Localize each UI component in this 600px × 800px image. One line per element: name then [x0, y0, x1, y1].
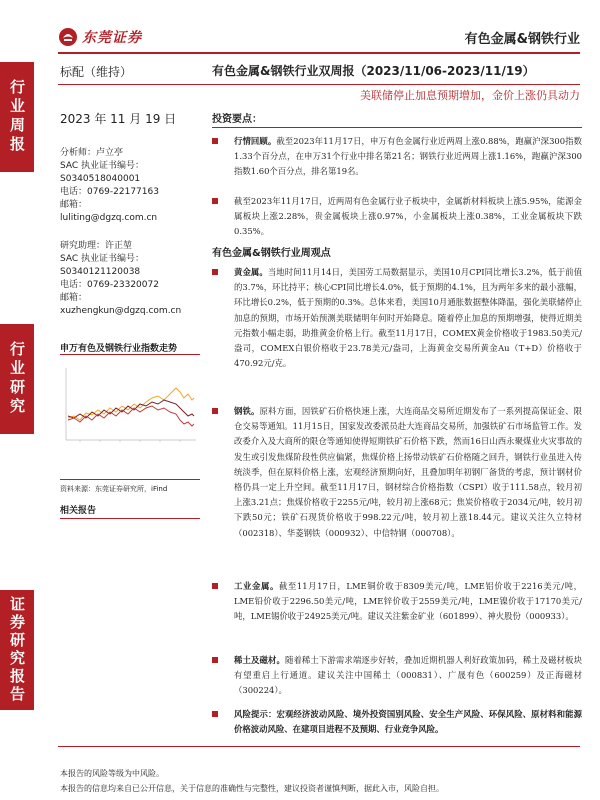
para-body: 随着稀土下游需求端逐步好转，叠加近期机器人利好政策加码，稀土及磁材板块有望重启上行通道。建议关注中国稀土（000831）、广晟有色（600259）及正海磁材（300224）。 — [234, 655, 583, 696]
side-band-weekly-text: 行业周报 — [8, 79, 26, 155]
industry-category: 有色金属&钢铁行业 — [464, 32, 580, 47]
analyst-sac: S0340518040001 — [60, 174, 141, 184]
side-band-research-text: 行业研究 — [8, 341, 26, 417]
assistant-name: 研究助理：许正堃 — [60, 241, 133, 251]
index-trend-chart — [60, 358, 200, 458]
assistant-sac-label: SAC 执业证书编号： — [60, 254, 145, 264]
company-logo — [58, 25, 178, 49]
bullet-icon — [212, 711, 218, 717]
assistant-sac: S0340121120038 — [60, 267, 141, 277]
para-lead: 钢铁。 — [234, 406, 260, 416]
para-body: 宏观经济波动风险、境外投资国别风险、安全生产风险、环保风险、原材料和能源价格波动风险、在建项目进程不及预期、行业竞争风险。 — [234, 709, 582, 735]
side-band-report-text: 证券研究报告 — [8, 596, 26, 704]
para-rare-earth — [212, 653, 582, 699]
bullet-icon — [212, 269, 218, 275]
investment-points-label: 投资要点： — [212, 114, 262, 125]
para-body: 原料方面，因铁矿石价格快速上涨，大连商品交易所近期发布了一系列提高保证金、限仓交易等通知。11月15日，国家发改委派员赴大连商品交易所，加强铁矿石市场监管工作。发改委介入及大商所的限仓等通知使得短期铁矿石价格下跌，然而16日山西永聚煤业火灾事故的发生或引发焦煤阶段性供应偏紧，焦煤价格上扬带动铁矿石价格随之回升，钢铁行业虽进入传统淡季，但在原料价格上涨，宏观经济预期向好，且叠加明年初钢厂备货的考虑，预计钢材价格仍具一定上升空间。截至11月17日，钢材综合价格指数（CSPI）收于111.58点，较月初上涨3.21点；焦煤价格收于2255元/吨，较月初上涨68元；焦炭价格收于2034元/吨，较月初下跌50元；铁矿石现货价格收于998.22元/吨，较月初上涨18.44元。建议关注久立特材（002318）、华菱钢铁（000932）、中信特钢（000708）。 — [234, 406, 583, 538]
side-band-weekly — [0, 62, 34, 172]
risk-level-note: 本报告的风险等级为中风险。 — [60, 769, 164, 778]
chart-series-steel — [68, 400, 194, 418]
points-divider — [212, 127, 582, 128]
analyst-name: 分析师：卢立亭 — [60, 148, 124, 158]
bullet-icon — [212, 138, 218, 144]
para-lead: 工业金属。 — [234, 581, 279, 591]
logo-mark-icon — [58, 27, 78, 47]
related-divider — [60, 518, 200, 519]
footer-divider — [58, 746, 580, 747]
side-band-report — [0, 590, 34, 710]
para-lead: 黄金属。 — [234, 267, 268, 277]
chart-source: 资料来源：东莞证券研究所，iFind — [60, 485, 168, 493]
para-body: 截至11月17日，LME铜价收于8309美元/吨，LME铝价收于2216美元/吨，LME铅价收于2296.50美元/吨，LME锌价收于2559美元/吨，LME镍价收于17170美元/吨，LME锡价收于24925美元/吨。建议关注紫金矿业（601899）、神火股份（000933）。 — [234, 581, 582, 622]
header-divider — [58, 52, 580, 54]
para-body: 截至2023年11月17日，近两周有色金属行业子板块中，金属新材料板块上涨5.95%，能源金属板块上涨2.28%，贵金属板块上涨0.97%，小金属板块上涨0.38%，工业金属板块下跌0.35%。 — [234, 196, 582, 237]
related-reports-label: 相关报告 — [60, 506, 97, 516]
assistant-email[interactable]: xuzhengkun@dgzq.com.cn — [60, 306, 182, 316]
rating: 标配（维持） — [60, 65, 133, 79]
info-source-note: 本报告的信息均来自已公开信息，关于信息的准确性与完整性，建议投资者谨慎判断，据此入市，风险自担。 — [60, 784, 444, 793]
assistant-info — [60, 240, 200, 318]
para-lead: 行情回顾。 — [234, 136, 277, 146]
report-subtitle: 美联储停止加息预期增加，金价上涨仍具动力 — [360, 89, 580, 102]
bullet-icon — [212, 408, 218, 414]
para-steel — [212, 404, 582, 541]
assistant-phone: 电话：0769-23320072 — [60, 280, 159, 290]
para-lead: 风险提示： — [234, 709, 277, 719]
weekly-views-label: 有色金属&钢铁行业周观点 — [212, 248, 331, 259]
assistant-email-label: 邮箱： — [60, 293, 88, 303]
chart-bottom-divider — [60, 479, 200, 480]
para-industrial-metals — [212, 579, 582, 625]
para-risk — [212, 707, 582, 737]
index-chart-title: 申万有色及钢铁行业指数走势 — [60, 344, 178, 354]
para-market-review — [212, 134, 582, 180]
chart-series-hs300 — [68, 406, 194, 426]
analyst-info — [60, 147, 200, 225]
bullet-icon — [212, 657, 218, 663]
analyst-phone: 电话：0769-22177163 — [60, 187, 159, 197]
analyst-email-label: 邮箱： — [60, 200, 88, 210]
chart-x-ticks — [80, 440, 180, 442]
para-body: 截至2023年11月17日，申万有色金属行业近两周上涨0.88%，跑赢沪深300指数1.33个百分点，在申万31个行业中排名第21名；钢铁行业近两周上涨1.16%，跑赢沪深300指数1.60个百分点，排名第19名。 — [234, 136, 582, 177]
logo-text: 东莞证券 — [82, 30, 142, 46]
side-band-research — [0, 324, 34, 434]
bullet-icon — [212, 583, 218, 589]
title-divider — [58, 84, 580, 85]
report-title: 有色金属&钢铁行业双周报（2023/11/06-2023/11/19） — [212, 64, 535, 78]
report-date: 2023 年 11 月 19 日 — [60, 112, 177, 126]
para-lead: 稀土及磁材。 — [234, 655, 285, 665]
analyst-sac-label: SAC 执业证书编号： — [60, 161, 145, 171]
para-sub-sectors — [212, 194, 582, 240]
bullet-icon — [212, 198, 218, 204]
chart-top-divider — [60, 354, 200, 355]
para-body: 当地时间11月14日，美国劳工局数据显示，美国10月CPI同比增长3.2%，低于前值的3.7%，环比持平；核心CPI同比增长4.0%，低于预期的4.1%，且为两年多来的最小涨幅，环比增长0.2%，低于预期的0.3%。总体来看，美国10月通胀数据整体降温，强化美联储停止加息的预期，市场开始预测美联储明年何时开始降息。随着停止加息的预期增强，使得近期美元指数小幅走弱，助推黄金价格上行。截至11月17日，COMEX黄金价格收于1983.50美元/盎司，COMEX白银价格收于23.78美元/盎司，上海黄金交易所黄金Au（T+D）价格收于470.92元/克。 — [234, 267, 582, 369]
para-gold — [212, 265, 582, 371]
analyst-email[interactable]: luliting@dgzq.com.cn — [60, 213, 158, 223]
